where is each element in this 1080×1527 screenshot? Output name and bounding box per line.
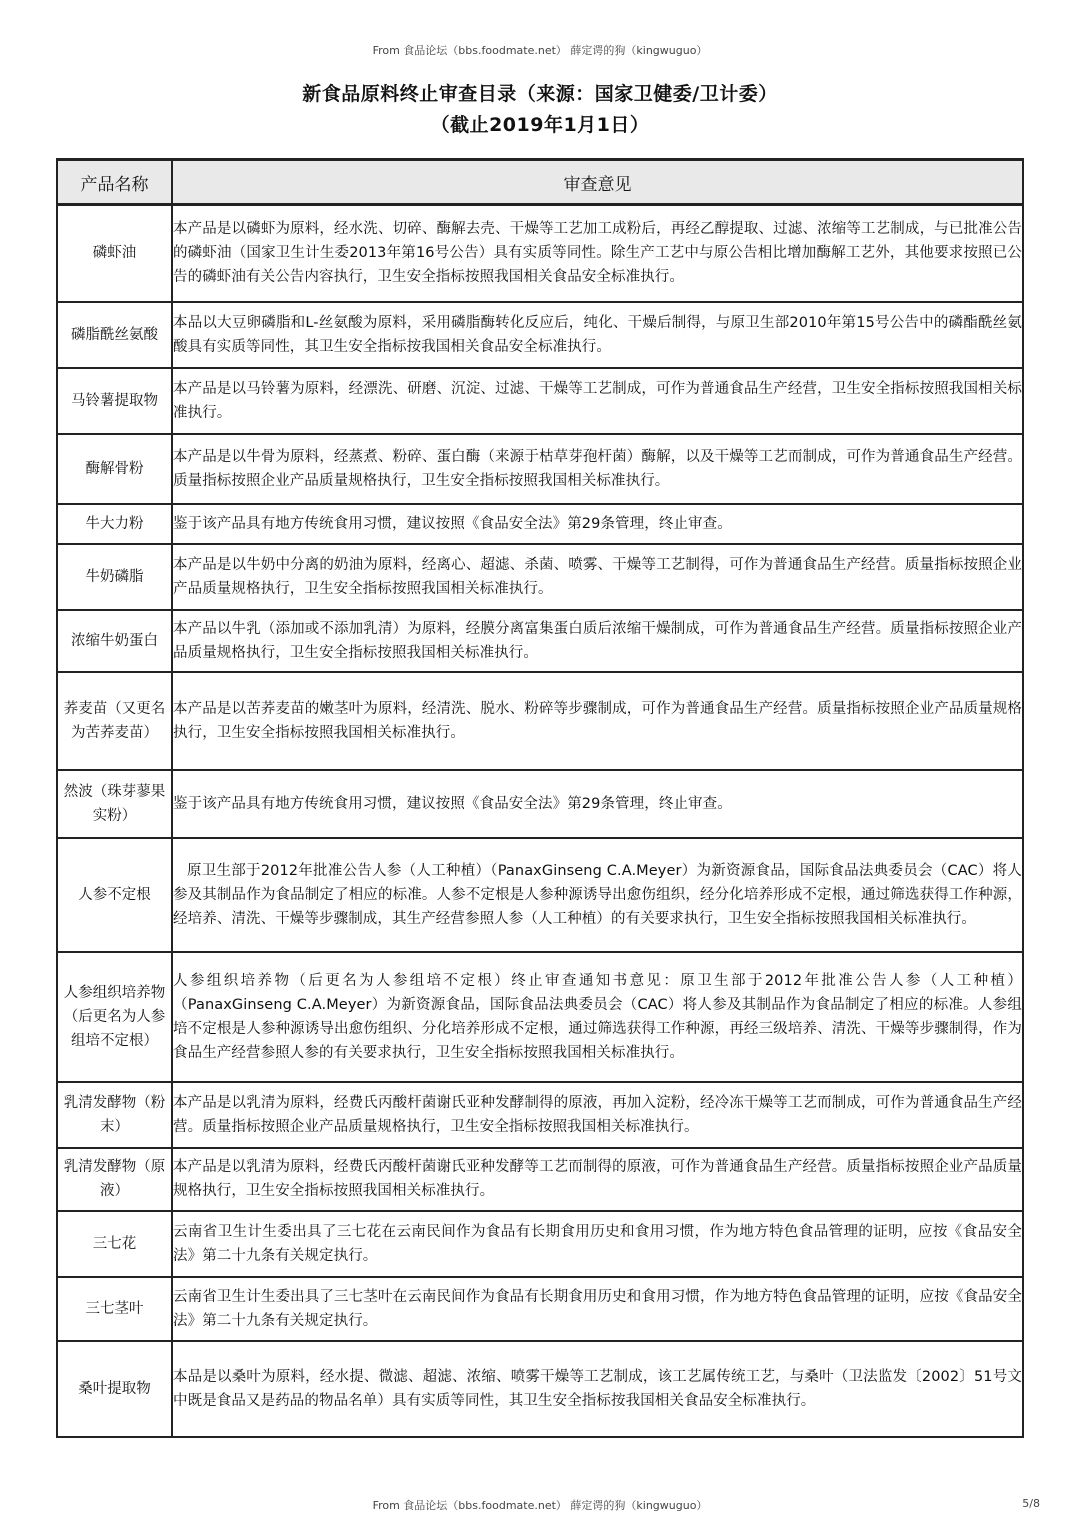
product-name: 牛大力粉 [57,504,172,544]
product-name: 然波（珠芽蓼果实粉） [57,770,172,838]
product-name: 酶解骨粉 [57,434,172,504]
review-opinion: 本产品是以乳清为原料，经费氏丙酸杆菌谢氏亚种发酵制得的原液，再加入淀粉，经冷冻干燥等工艺而制成，可作为普通食品生产经营。质量指标按照企业产品质量规格执行，卫生安全指标按照我国相关标准执行。 [172,1082,1023,1148]
document-title: 新食品原料终止审查目录（来源：国家卫健委/卫计委） [302,83,778,105]
review-opinion: 本产品是以苦荞麦苗的嫩茎叶为原料，经清洗、脱水、粉碎等步骤制成，可作为普通食品生产经营。质量指标按照企业产品质量规格执行，卫生安全指标按照我国相关标准执行。 [172,672,1023,770]
review-opinion: 本产品是以牛奶中分离的奶油为原料，经离心、超滤、杀菌、喷雾、干燥等工艺制得，可作为普通食品生产经营。质量指标按照企业产品质量规格执行，卫生安全指标按照我国相关标准执行。 [172,544,1023,610]
table-row [57,205,1023,302]
review-opinion: 本产品是以乳清为原料，经费氏丙酸杆菌谢氏亚种发酵等工艺而制得的原液，可作为普通食品生产经营。质量指标按照企业产品质量规格执行，卫生安全指标按照我国相关标准执行。 [172,1148,1023,1211]
review-opinion: 原卫生部于2012年批准公告人参（人工种植）（PanaxGinseng C.A.Meyer）为新资源食品，国际食品法典委员会（CAC）将人参及其制品作为食品制定了相应的标准。人参不定根是人参种源诱导出愈伤组织，经分化培养形成不定根，通过筛选获得工作种源，经培养、清洗、干燥等步骤制成，其生产经营参照人参（人工种植）的有关要求执行，卫生安全指标按照我国相关标准执行。 [172,838,1023,952]
product-name: 桑叶提取物 [57,1341,172,1437]
table-row [57,1211,1023,1277]
table-row [57,368,1023,434]
product-name: 磷虾油 [57,205,172,302]
review-opinion: 本产品是以磷虾为原料，经水洗、切碎、酶解去壳、干燥等工艺加工成粉后，再经乙醇提取、过滤、浓缩等工艺制成，与已批准公告的磷虾油（国家卫生计生委2013年第16号公告）具有实质等同性。除生产工艺中与原公告相比增加酶解工艺外，其他要求按照已公告的磷虾油有关公告内容执行，卫生安全指标按照我国相关食品安全标准执行。 [172,205,1023,302]
product-name: 三七茎叶 [57,1277,172,1341]
review-opinion: 人参组织培养物（后更名为人参组培不定根）终止审查通知书意见：原卫生部于2012年批准公告人参（人工种植）（PanaxGinseng C.A.Meyer）为新资源食品，国际食品法典委员会（CAC）将人参及其制品作为食品制定了相应的标准。人参组培不定根是人参种源诱导出愈伤组织、分化培养形成不定根，通过筛选获得工作种源，再经三级培养、清洗、干燥等步骤制得，作为食品生产经营参照人参的有关要求执行，卫生安全指标按照我国相关标准执行。 [172,952,1023,1082]
product-name: 乳清发酵物（原液） [57,1148,172,1211]
product-name: 磷脂酰丝氨酸 [57,302,172,368]
source-footer: From 食品论坛（bbs.foodmate.net） 薛定谔的狗（kingwuguo） [372,1499,708,1512]
source-header: From 食品论坛（bbs.foodmate.net） 薛定谔的狗（kingwuguo） [372,44,708,57]
product-name: 浓缩牛奶蛋白 [57,610,172,672]
table-row [57,504,1023,544]
table-row [57,770,1023,838]
review-opinion: 本品以大豆卵磷脂和L-丝氨酸为原料，采用磷脂酶转化反应后，纯化、干燥后制得，与原卫生部2010年第15号公告中的磷酯酰丝氨酸具有实质等同性，其卫生安全指标按我国相关食品安全标准执行。 [172,302,1023,368]
table-row [57,544,1023,610]
review-opinion: 云南省卫生计生委出具了三七花在云南民间作为食品有长期食用历史和食用习惯，作为地方特色食品管理的证明，应按《食品安全法》第二十九条有关规定执行。 [172,1211,1023,1277]
table-row [57,434,1023,504]
header-review-opinion: 审查意见 [172,160,1023,205]
header-product-name: 产品名称 [57,160,172,205]
table-row [57,952,1023,1082]
review-opinion: 本品是以桑叶为原料，经水提、微滤、超滤、浓缩、喷雾干燥等工艺制成，该工艺属传统工艺，与桑叶（卫法监发〔2002〕51号文中既是食品又是药品的物品名单）具有实质等同性，其卫生安全指标按我国相关食品安全标准执行。 [172,1341,1023,1437]
table-header-row [57,160,1023,205]
product-name: 荞麦苗（又更名为苦荞麦苗） [57,672,172,770]
review-opinion: 本产品是以牛骨为原料，经蒸煮、粉碎、蛋白酶（来源于枯草芽孢杆菌）酶解，以及干燥等工艺而制成，可作为普通食品生产经营。质量指标按照企业产品质量规格执行，卫生安全指标按照我国相关标准执行。 [172,434,1023,504]
table-row [57,1341,1023,1437]
product-name: 人参组织培养物（后更名为人参组培不定根） [57,952,172,1082]
product-name: 人参不定根 [57,838,172,952]
document-subtitle: （截止2019年1月1日） [430,114,650,136]
table-row [57,1277,1023,1341]
product-name: 马铃薯提取物 [57,368,172,434]
termination-table [56,158,1024,1438]
table-row [57,672,1023,770]
review-opinion: 鉴于该产品具有地方传统食用习惯，建议按照《食品安全法》第29条管理，终止审查。 [172,770,1023,838]
table-row [57,302,1023,368]
review-opinion: 本产品以牛乳（添加或不添加乳清）为原料，经膜分离富集蛋白质后浓缩干燥制成，可作为普通食品生产经营。质量指标按照企业产品质量规格执行，卫生安全指标按照我国相关标准执行。 [172,610,1023,672]
product-name: 牛奶磷脂 [57,544,172,610]
product-name: 三七花 [57,1211,172,1277]
table-row [57,1148,1023,1211]
review-opinion: 云南省卫生计生委出具了三七茎叶在云南民间作为食品有长期食用历史和食用习惯，作为地方特色食品管理的证明，应按《食品安全法》第二十九条有关规定执行。 [172,1277,1023,1341]
table-row [57,1082,1023,1148]
table-row [57,838,1023,952]
page-number: 5/8 [1022,1497,1040,1510]
table-row [57,610,1023,672]
review-opinion: 本产品是以马铃薯为原料，经漂洗、研磨、沉淀、过滤、干燥等工艺制成，可作为普通食品生产经营，卫生安全指标按照我国相关标准执行。 [172,368,1023,434]
product-name: 乳清发酵物（粉末） [57,1082,172,1148]
review-opinion: 鉴于该产品具有地方传统食用习惯，建议按照《食品安全法》第29条管理，终止审查。 [172,504,1023,544]
